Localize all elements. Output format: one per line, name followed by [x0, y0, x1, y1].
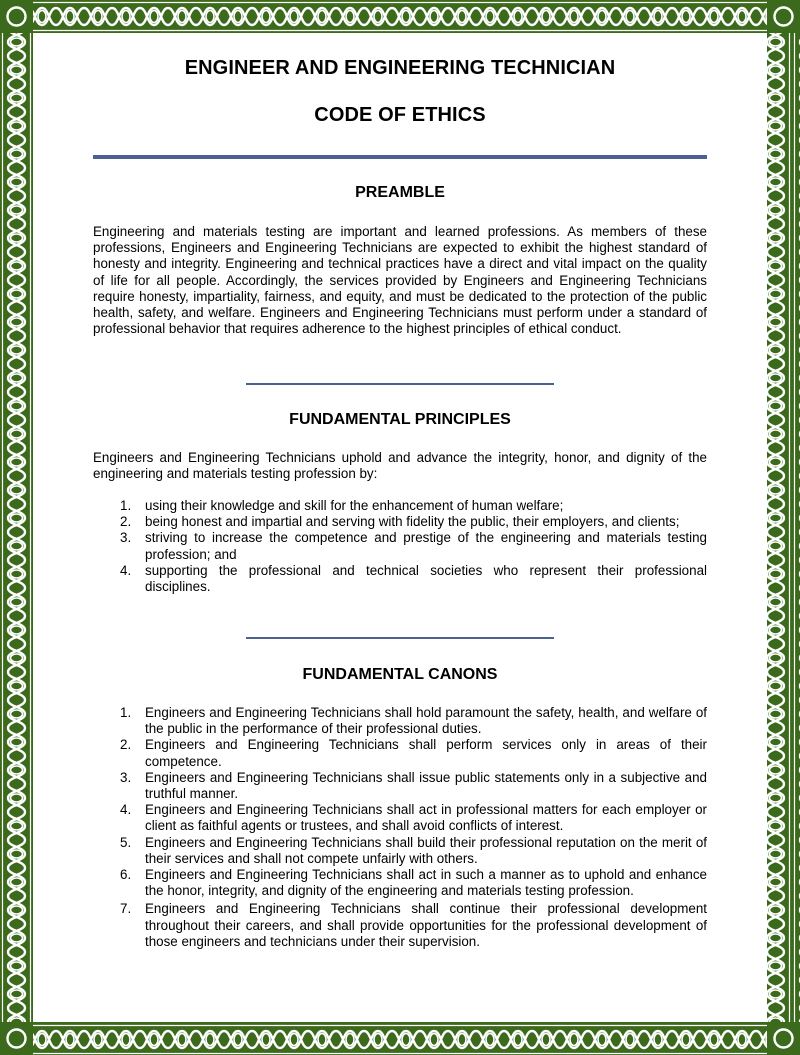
item-text: supporting the professional and technical societies who represent their professional disciplines.	[145, 562, 707, 595]
item-number: 4.	[120, 802, 132, 818]
item-text: Engineers and Engineering Technicians shall hold paramount the safety, health, and welfare of the public in the performance of their professional duties.	[145, 705, 707, 737]
list-item	[93, 563, 707, 595]
principles-list	[93, 498, 707, 595]
principles-intro: Engineers and Engineering Technicians uphold and advance the integrity, honor, and dignity of the engineering and materials testing profession by:	[93, 450, 707, 482]
canons-heading: FUNDAMENTAL CANONS	[302, 666, 498, 683]
preamble-text: Engineering and materials testing are important and learned professions. As members of these professions, Engineers and Engineering Technicians are expected to exhibit the highest standard of honesty and integrity. Engineering and technical practices have a direct and vital impact on the quality of life for all people. Accordingly, the services provided by Engineers and Engineering Technicians require honesty, impartiality, fairness, and equity, and must be dedicated to the protection of the public health, safety, and welfare. Engineers and Engineering Technicians must perform under a standard of professional behavior that requires adherence to the highest principles of ethical conduct.	[93, 224, 707, 337]
item-text: Engineers and Engineering Technicians shall perform services only in areas of their competence.	[145, 737, 707, 769]
list-item	[93, 514, 707, 530]
item-text: Engineers and Engineering Technicians shall continue their professional development throughout their careers, and shall provide opportunities for the professional development of those engineers and technicians under their supervision.	[145, 901, 707, 949]
item-text: Engineers and Engineering Technicians shall act in professional matters for each employer or client as faithful agents or trustees, and shall avoid conflicts of interest.	[145, 802, 707, 834]
canons-list	[93, 705, 707, 950]
item-number: 2.	[120, 514, 132, 530]
item-number: 3.	[120, 530, 132, 546]
list-item	[93, 498, 707, 514]
list-item	[93, 835, 707, 867]
item-text: Engineers and Engineering Technicians shall act in such a manner as to uphold and enhance the honor, integrity, and dignity of the engineering and materials testing profession.	[145, 867, 707, 899]
list-item	[93, 802, 707, 834]
item-number: 6.	[120, 867, 132, 883]
item-number: 5.	[120, 834, 132, 850]
section-divider	[246, 637, 554, 639]
list-item	[93, 705, 707, 737]
list-item	[93, 530, 707, 562]
item-number: 1.	[120, 705, 132, 720]
item-number: 3.	[120, 769, 132, 785]
title-line-2: CODE OF ETHICS	[314, 104, 486, 126]
item-text: Engineers and Engineering Technicians shall build their professional reputation on the merit of their services and shall not compete unfairly with others.	[145, 834, 707, 866]
item-text: being honest and impartial and serving with fidelity the public, their employers, and clients;	[145, 514, 680, 530]
principles-heading: FUNDAMENTAL PRINCIPLES	[289, 411, 511, 428]
title-line-1: ENGINEER AND ENGINEERING TECHNICIAN	[184, 57, 616, 79]
title-divider	[93, 155, 707, 159]
list-item	[93, 770, 707, 802]
list-item	[93, 867, 707, 899]
list-item	[93, 901, 707, 950]
item-text: striving to increase the competence and prestige of the engineering and materials testing profession; and	[145, 530, 707, 562]
section-divider	[246, 383, 554, 385]
item-number: 1.	[120, 498, 132, 513]
item-number: 7.	[120, 901, 132, 917]
list-item	[93, 737, 707, 769]
item-text: Engineers and Engineering Technicians shall issue public statements only in a subjective and truthful manner.	[145, 769, 707, 802]
preamble-heading: PREAMBLE	[355, 184, 445, 201]
item-number: 4.	[120, 562, 132, 578]
item-text: using their knowledge and skill for the enhancement of human welfare;	[145, 498, 564, 513]
item-number: 2.	[120, 737, 132, 753]
